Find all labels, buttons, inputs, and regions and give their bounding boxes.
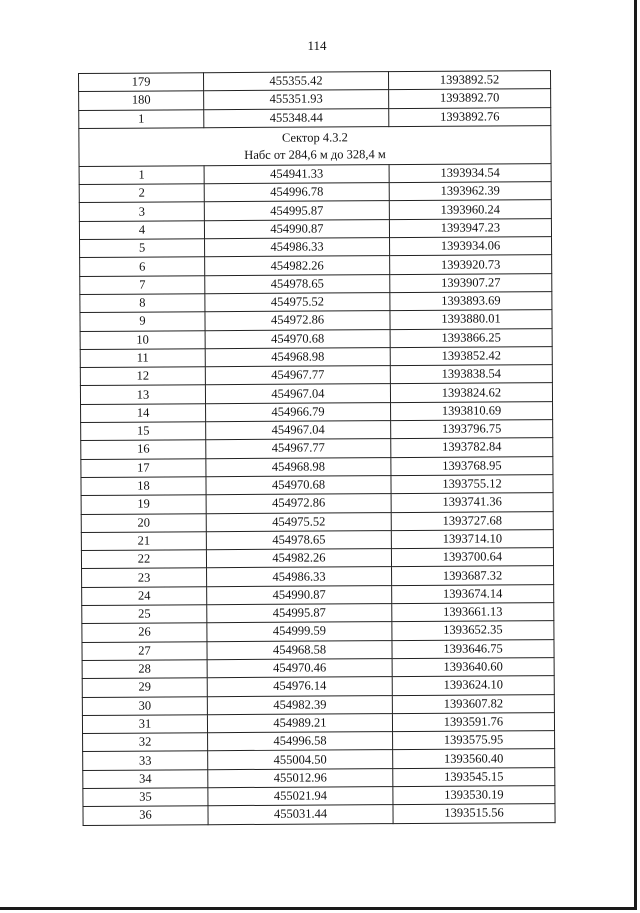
point-number-cell: 7 (80, 275, 205, 294)
point-number-cell: 29 (82, 678, 207, 697)
x-coordinate-cell: 454999.59 (207, 622, 392, 641)
y-coordinate-cell: 1393960.24 (389, 200, 551, 219)
x-coordinate-cell: 454968.98 (206, 457, 391, 476)
point-number-cell: 31 (82, 715, 207, 734)
point-number-cell: 8 (80, 294, 205, 313)
y-coordinate-cell: 1393892.52 (388, 71, 550, 90)
sector-header (79, 126, 551, 167)
x-coordinate-cell: 455351.93 (204, 90, 389, 109)
point-number-cell: 17 (81, 458, 206, 477)
y-coordinate-cell: 1393880.01 (390, 310, 552, 329)
point-number-cell: 1 (79, 109, 204, 128)
x-coordinate-cell: 454995.87 (207, 604, 392, 623)
point-number-cell: 179 (79, 73, 204, 92)
y-coordinate-cell: 1393892.70 (389, 89, 551, 108)
point-number-cell: 25 (82, 605, 207, 624)
table-row (81, 401, 553, 422)
table-row (81, 456, 553, 477)
table-row (83, 786, 555, 807)
table-row (82, 639, 554, 660)
table-row (83, 804, 555, 825)
point-number-cell: 180 (79, 91, 204, 110)
x-coordinate-cell: 454986.33 (207, 567, 392, 586)
x-coordinate-cell: 454990.87 (204, 219, 389, 238)
y-coordinate-cell: 1393661.13 (392, 603, 554, 622)
y-coordinate-cell: 1393934.06 (390, 237, 552, 256)
table-row (82, 658, 554, 679)
x-coordinate-cell: 454995.87 (204, 201, 389, 220)
point-number-cell: 2 (79, 184, 204, 203)
y-coordinate-cell: 1393640.60 (392, 658, 554, 677)
x-coordinate-cell: 454978.65 (205, 274, 390, 293)
y-coordinate-cell: 1393727.68 (391, 511, 553, 530)
x-coordinate-cell: 454989.21 (207, 713, 392, 732)
sector-title: Сектор 4.3.2 (281, 130, 348, 145)
x-coordinate-cell: 455021.94 (208, 787, 393, 806)
x-coordinate-cell: 454982.39 (207, 695, 392, 714)
table-row (79, 107, 551, 128)
point-number-cell: 9 (80, 312, 205, 331)
y-coordinate-cell: 1393545.15 (393, 767, 555, 786)
x-coordinate-cell: 454982.26 (205, 256, 390, 275)
point-number-cell: 21 (81, 532, 206, 551)
y-coordinate-cell: 1393591.76 (392, 712, 554, 731)
x-coordinate-cell: 454967.77 (205, 366, 390, 385)
x-coordinate-cell: 454972.86 (205, 311, 390, 330)
point-number-cell: 14 (81, 403, 206, 422)
y-coordinate-cell: 1393852.42 (390, 346, 552, 365)
table-body-main (79, 164, 555, 826)
table-row (81, 548, 553, 569)
table-row (79, 89, 551, 110)
x-coordinate-cell: 454967.04 (206, 421, 391, 440)
x-coordinate-cell: 454968.58 (207, 640, 392, 659)
table-row (79, 71, 551, 92)
table-row (80, 292, 552, 313)
point-number-cell: 12 (80, 367, 205, 386)
point-number-cell: 26 (82, 623, 207, 642)
table-row (82, 566, 554, 587)
x-coordinate-cell: 455012.96 (208, 768, 393, 787)
x-coordinate-cell: 454986.33 (205, 238, 390, 257)
point-number-cell: 35 (83, 788, 208, 807)
x-coordinate-cell: 454982.26 (206, 549, 391, 568)
table-row (80, 328, 552, 349)
y-coordinate-cell: 1393674.14 (392, 584, 554, 603)
x-coordinate-cell: 454990.87 (207, 585, 392, 604)
table-row (80, 310, 552, 331)
y-coordinate-cell: 1393607.82 (392, 694, 554, 713)
page-number: 114 (307, 38, 327, 53)
table-row (79, 182, 551, 203)
point-number-cell: 32 (83, 733, 208, 752)
point-number-cell: 24 (82, 586, 207, 605)
table-row (80, 365, 552, 386)
table-row (81, 529, 553, 550)
y-coordinate-cell: 1393624.10 (392, 676, 554, 695)
y-coordinate-cell: 1393920.73 (390, 255, 552, 274)
table-row (82, 603, 554, 624)
y-coordinate-cell: 1393838.54 (390, 365, 552, 384)
point-number-cell: 19 (81, 495, 206, 514)
table-row (82, 676, 554, 697)
y-coordinate-cell: 1393892.76 (389, 107, 551, 126)
point-number-cell: 30 (82, 696, 207, 715)
point-number-cell: 13 (80, 385, 205, 404)
y-coordinate-cell: 1393782.84 (391, 438, 553, 457)
y-coordinate-cell: 1393530.19 (393, 786, 555, 805)
point-number-cell: 34 (83, 769, 208, 788)
y-coordinate-cell: 1393646.75 (392, 639, 554, 658)
table-row (83, 749, 555, 770)
coordinates-table (78, 70, 556, 825)
x-coordinate-cell: 454972.86 (206, 494, 391, 513)
x-coordinate-cell: 454996.78 (204, 183, 389, 202)
x-coordinate-cell: 454976.14 (207, 677, 392, 696)
point-number-cell: 10 (80, 330, 205, 349)
y-coordinate-cell: 1393824.62 (390, 383, 552, 402)
x-coordinate-cell: 454970.68 (205, 329, 390, 348)
x-coordinate-cell: 455004.50 (208, 750, 393, 769)
table-row (82, 584, 554, 605)
table-row (81, 511, 553, 532)
table-row (81, 420, 553, 441)
point-number-cell: 6 (80, 257, 205, 276)
sector-row (79, 126, 551, 167)
y-coordinate-cell: 1393755.12 (391, 475, 553, 494)
point-number-cell: 18 (81, 477, 206, 496)
table-row (81, 438, 553, 459)
y-coordinate-cell: 1393687.32 (392, 566, 554, 585)
point-number-cell: 20 (81, 513, 206, 532)
y-coordinate-cell: 1393962.39 (389, 182, 551, 201)
x-coordinate-cell: 454975.52 (206, 512, 391, 531)
point-number-cell: 1 (79, 166, 204, 185)
table-row (80, 273, 552, 294)
y-coordinate-cell: 1393714.10 (391, 529, 553, 548)
table-row (80, 255, 552, 276)
point-number-cell: 27 (82, 641, 207, 660)
x-coordinate-cell: 455031.44 (208, 805, 393, 824)
x-coordinate-cell: 454970.46 (207, 658, 392, 677)
table-row (82, 694, 554, 715)
x-coordinate-cell: 454996.58 (208, 732, 393, 751)
x-coordinate-cell: 454975.52 (205, 293, 390, 312)
point-number-cell: 33 (83, 751, 208, 770)
table-row (82, 712, 554, 733)
point-number-cell: 22 (81, 550, 206, 569)
point-number-cell: 36 (83, 806, 208, 825)
table-row (80, 383, 552, 404)
table-row (81, 475, 553, 496)
point-number-cell: 15 (81, 422, 206, 441)
point-number-cell: 4 (79, 221, 204, 240)
point-number-cell: 5 (80, 239, 205, 258)
y-coordinate-cell: 1393934.54 (389, 164, 551, 183)
y-coordinate-cell: 1393796.75 (391, 420, 553, 439)
y-coordinate-cell: 1393560.40 (393, 749, 555, 768)
x-coordinate-cell: 454968.98 (205, 347, 390, 366)
point-number-cell: 28 (82, 660, 207, 679)
table-body-top (79, 71, 551, 129)
table-row (79, 218, 551, 239)
y-coordinate-cell: 1393575.95 (393, 731, 555, 750)
y-coordinate-cell: 1393866.25 (390, 328, 552, 347)
x-coordinate-cell: 454966.79 (206, 402, 391, 421)
x-coordinate-cell: 454967.77 (206, 439, 391, 458)
table-row (81, 493, 553, 514)
y-coordinate-cell: 1393810.69 (391, 401, 553, 420)
x-coordinate-cell: 455355.42 (204, 72, 389, 91)
x-coordinate-cell: 454970.68 (206, 476, 391, 495)
table-row (79, 200, 551, 221)
x-coordinate-cell: 454941.33 (204, 164, 389, 183)
table-row (83, 731, 555, 752)
y-coordinate-cell: 1393907.27 (390, 273, 552, 292)
sector-subtitle: Набс от 284,6 м до 328,4 м (244, 147, 386, 162)
point-number-cell: 23 (82, 568, 207, 587)
table-row (80, 346, 552, 367)
point-number-cell: 3 (79, 202, 204, 221)
y-coordinate-cell: 1393893.69 (390, 292, 552, 311)
x-coordinate-cell: 454967.04 (205, 384, 390, 403)
x-coordinate-cell: 454978.65 (206, 530, 391, 549)
table-row (83, 767, 555, 788)
table-row (80, 237, 552, 258)
x-coordinate-cell: 455348.44 (204, 108, 389, 127)
point-number-cell: 11 (80, 349, 205, 368)
y-coordinate-cell: 1393768.95 (391, 456, 553, 475)
y-coordinate-cell: 1393947.23 (389, 218, 551, 237)
table-row (82, 621, 554, 642)
point-number-cell: 16 (81, 440, 206, 459)
y-coordinate-cell: 1393515.56 (393, 804, 555, 823)
sector-cell (79, 126, 551, 167)
y-coordinate-cell: 1393741.36 (391, 493, 553, 512)
table-row (79, 164, 551, 185)
y-coordinate-cell: 1393652.35 (392, 621, 554, 640)
y-coordinate-cell: 1393700.64 (391, 548, 553, 567)
